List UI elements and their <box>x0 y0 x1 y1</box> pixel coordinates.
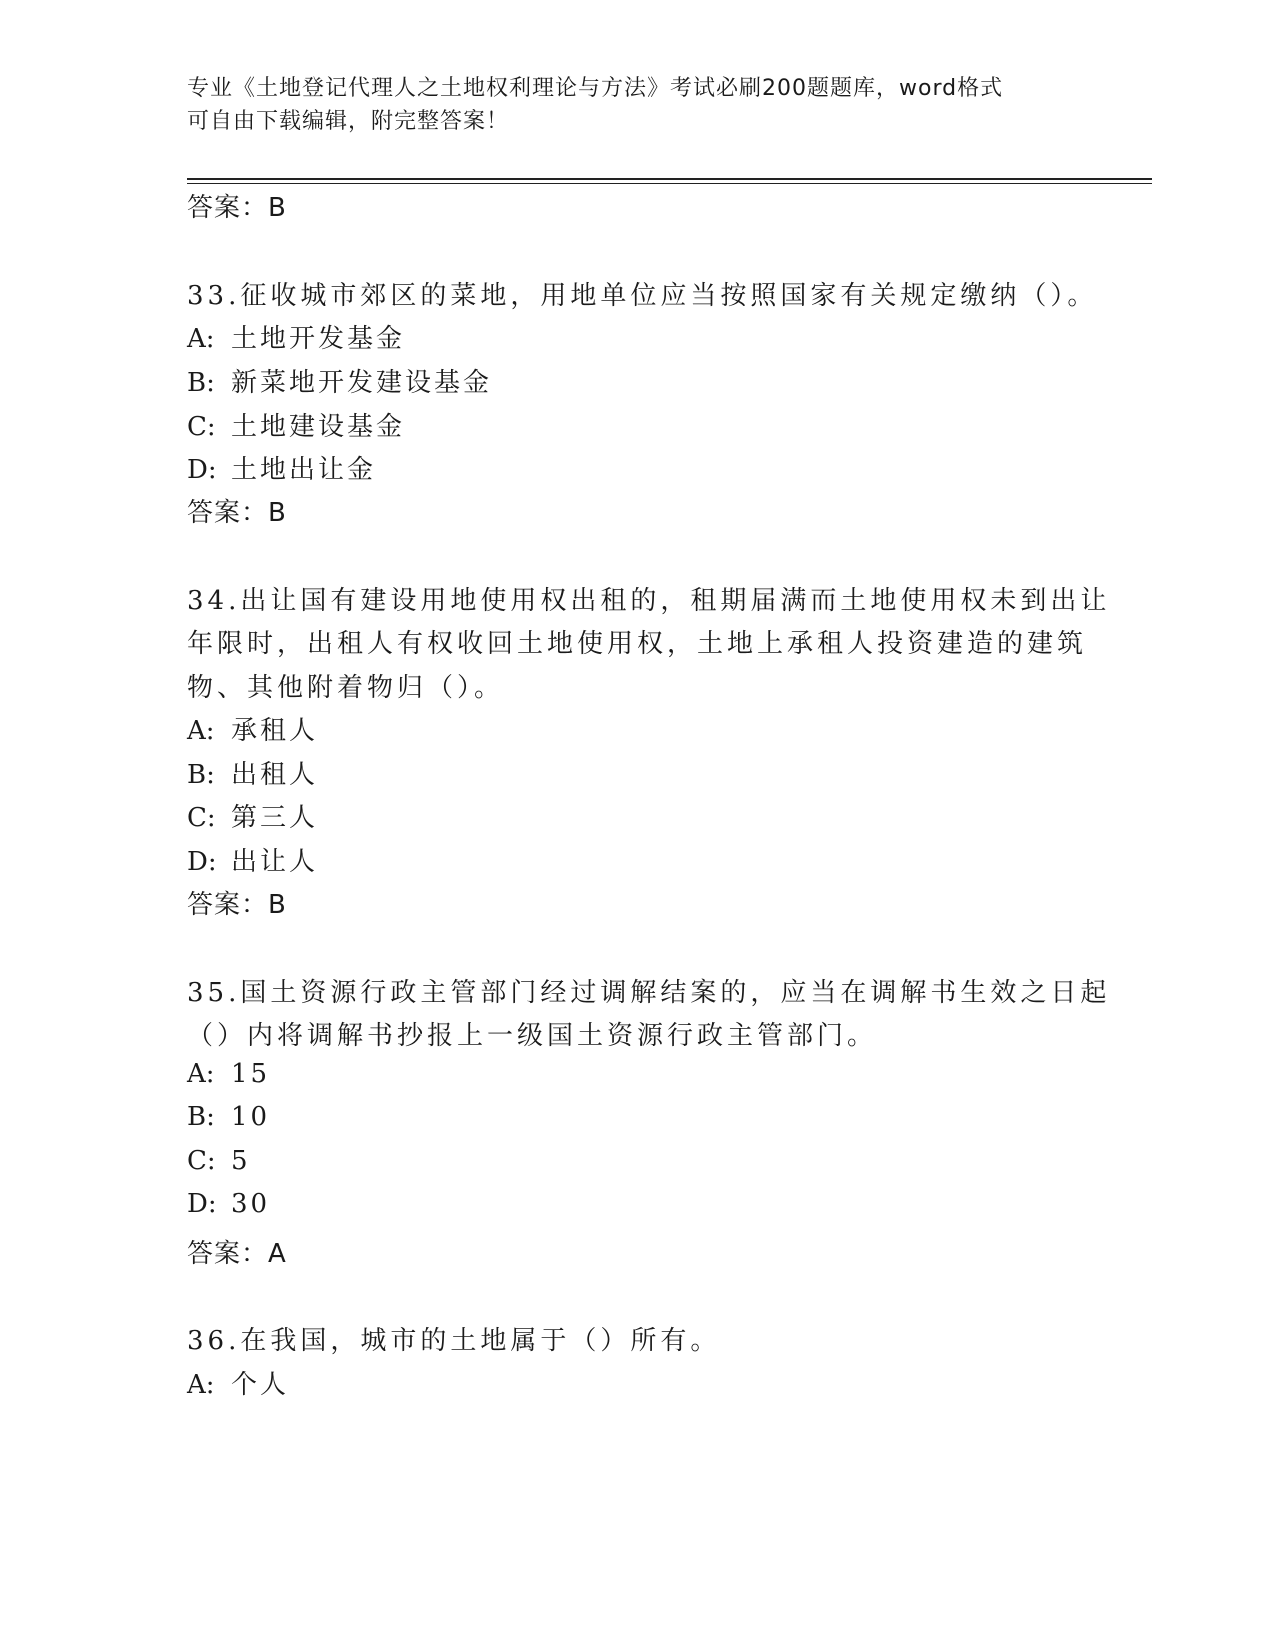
question-36-text: 36.在我国，城市的土地属于（）所有。 <box>187 1326 721 1356</box>
option-letter: B: <box>187 760 215 790</box>
question-34-option-a <box>187 710 318 747</box>
option-letter: D: <box>187 847 217 877</box>
question-35-option-b <box>187 1102 270 1132</box>
header-divider-thin <box>187 183 1152 184</box>
option-letter: A: <box>187 716 215 746</box>
option-letter: A: <box>187 1059 215 1089</box>
option-letter: A: <box>187 1370 215 1400</box>
question-33-option-a <box>187 318 405 355</box>
option-text: 个人 <box>231 1370 290 1400</box>
header-divider-thick <box>187 178 1152 180</box>
option-letter: C: <box>187 1146 216 1176</box>
option-letter: B: <box>187 368 215 398</box>
answer-label: 答案：B <box>187 193 287 223</box>
option-text: 出让人 <box>231 847 319 877</box>
option-text: 5 <box>231 1146 251 1176</box>
question-34-option-d <box>187 841 318 878</box>
question-34-text-line-2: 年限时，出租人有权收回土地使用权，土地上承租人投资建造的建筑 <box>187 629 1088 659</box>
question-35-text-line-2: （）内将调解书抄报上一级国土资源行政主管部门。 <box>187 1021 878 1051</box>
option-text: 15 <box>231 1059 271 1089</box>
option-letter: D: <box>187 455 217 485</box>
question-36-option-a <box>187 1364 289 1401</box>
question-34-text-line-1: 34.出让国有建设用地使用权出租的，租期届满而土地使用权未到出让 <box>187 586 1111 616</box>
question-34-answer: 答案：B <box>187 890 287 920</box>
option-text: 新菜地开发建设基金 <box>231 368 493 398</box>
option-text: 承租人 <box>231 716 319 746</box>
question-33-answer: 答案：B <box>187 498 287 528</box>
question-33-option-c <box>187 406 405 443</box>
question-34-option-c <box>187 797 318 834</box>
question-35-option-c <box>187 1146 251 1176</box>
question-33-text: 33.征收城市郊区的菜地，用地单位应当按照国家有关规定缴纳（）。 <box>187 281 1098 311</box>
question-33-option-d <box>187 449 376 486</box>
question-35-text-line-1: 35.国土资源行政主管部门经过调解结案的，应当在调解书生效之日起 <box>187 978 1111 1008</box>
option-text: 出租人 <box>231 760 319 790</box>
option-letter: B: <box>187 1102 215 1132</box>
option-letter: C: <box>187 412 216 442</box>
header-line-1: 专业《土地登记代理人之土地权利理论与方法》考试必刷200题题库，word格式 <box>187 76 1004 101</box>
question-34-text-line-3: 物、其他附着物归（）。 <box>187 673 505 703</box>
option-text: 土地出让金 <box>231 455 377 485</box>
question-35-answer: 答案：A <box>187 1239 287 1269</box>
option-text: 第三人 <box>231 803 319 833</box>
document-header <box>187 72 1067 138</box>
option-text: 10 <box>231 1102 271 1132</box>
option-letter: D: <box>187 1189 217 1219</box>
option-letter: A: <box>187 324 215 354</box>
option-letter: C: <box>187 803 216 833</box>
question-34-option-b <box>187 754 318 791</box>
question-33-option-b <box>187 362 492 399</box>
option-text: 土地建设基金 <box>231 412 406 442</box>
question-35-option-d <box>187 1189 270 1219</box>
option-text: 30 <box>231 1189 271 1219</box>
header-line-2: 可自由下载编辑，附完整答案！ <box>187 109 510 134</box>
question-35-option-a <box>187 1059 270 1089</box>
option-text: 土地开发基金 <box>231 324 406 354</box>
